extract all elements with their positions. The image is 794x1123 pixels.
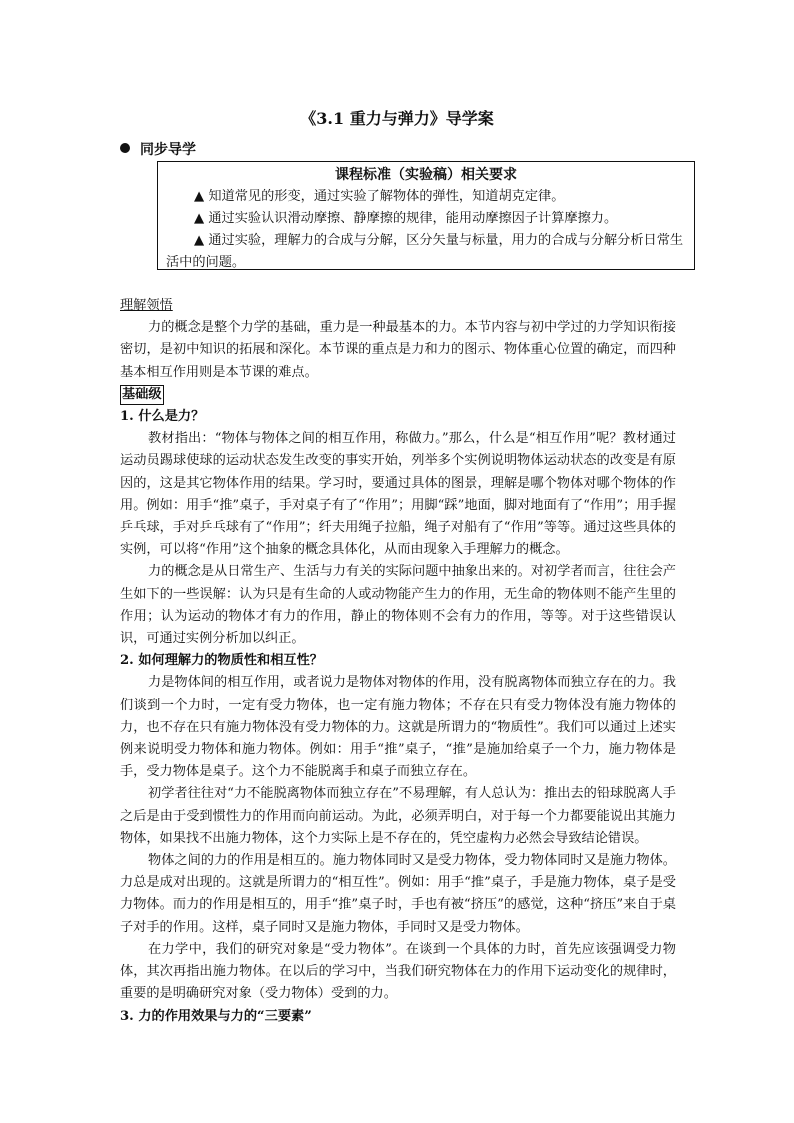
question-2-paragraph: 在力学中，我们的研究对象是“受力物体”。在谈到一个具体的力时，首先应该强调受力物体，其次再指出施力物体。在以后的学习中，当我们研究物体在力的作用下运动变化的规律时，重要的是明确研究对象（受力物体）受到的力。 — [120, 941, 676, 1002]
question-2-paragraph: 初学者往往对“力不能脱离物体而独立存在”不易理解，有人总认为：推出去的铅球脱离人手之后是由于受到惯性力的作用而向前运动。为此，必须弄明白，对于每一个力都要能说出其施力物体，如果找不出施力物体，这个力实际上是不存在的，凭空虚构力必然会导致结论错误。 — [120, 786, 676, 846]
standards-box — [157, 161, 695, 270]
standards-item: ▲ 通过实验，理解力的合成与分解，区分矢量与标量，用力的合成与分解分析日常生活中的问题。 — [166, 233, 684, 270]
question-2-paragraph: 力是物体间的相互作用，或者说力是物体对物体的作用，没有脱离物体而独立存在的力。我们谈到一个力时，一定有受力物体，也一定有施力物体；不存在只有受力物体没有施力物体的力，也不存在只有施力物体没有受力物体的力。这就是所谓力的“物质性”。我们可以通过上述实例来说明受力物体和施力物体。例如：用手“推”桌子，“推”是施加给桌子一个力，施力物体是手，受力物体是桌子。这个力不能脱离手和桌子而独立存在。 — [120, 675, 676, 780]
question-1-paragraph: 力的概念是从日常生产、生活与力有关的实际问题中抽象出来的。对初学者而言，往往会产生如下的一些误解：认为只是有生命的人或动物能产生力的作用，无生命的物体则不能产生里的作用；认为运动的物体才有力的作用，静止的物体则不会有力的作用，等等。对于这些错误认识，可通过实例分析加以纠正。 — [120, 564, 676, 647]
question-2-heading: 2. 如何理解力的物质性和相互性？ — [120, 653, 323, 669]
question-2-paragraph: 物体之间的力的作用是相互的。施力物体同时又是受力物体，受力物体同时又是施力物体。力总是成对出现的。这就是所谓力的“相互性”。例如：用手“推”桌子，手是施力物体，桌子是受力物体。而力的作用是相互的，用手“推”桌子时，手也有被“挤压”的感觉，这种“挤压”来自于桌子对手的作用。这样，桌子同时又是施力物体，手同时又是受力物体。 — [120, 853, 676, 935]
section-heading — [120, 139, 196, 159]
question-1-paragraph: 教材指出：“物体与物体之间的相互作用，称做力。”那么，什么是“相互作用”呢？教材通过运动员踢球使球的运动状态发生改变的事实开始，列举多个实例说明物体运动状态的改变是有原因的，这是其它物体作用的结果。学习时，要通过具体的图景，理解是哪个物体对哪个物体的作用。例如：用手“推”桌子，手对桌子有了“作用”；用脚“踩”地面，脚对地面有了“作用”；用手握乒乓球，手对乒乓球有了“作用”；纤夫用绳子拉船，绳子对船有了“作用”等等。通过这些具体的实例，可以将“作用”这个抽象的概念具体化，从而由现象入手理解力的概念。 — [120, 431, 676, 558]
page-title: 《3.1 重力与弹力》导学案 — [300, 109, 494, 128]
question-3-heading: 3. 力的作用效果与力的“三要素” — [120, 1008, 312, 1024]
main-content — [120, 295, 676, 1028]
standards-item: ▲ 知道常见的形变，通过实验了解物体的弹性，知道胡克定律。 — [194, 189, 565, 204]
understanding-paragraph: 力的概念是整个力学的基础，重力是一种最基本的力。本节内容与初中学过的力学知识衔接密切，是初中知识的拓展和深化。本节课的重点是力和力的图示、物体重心位置的确定，而四种基本相互作用则是本节课的难点。 — [120, 320, 676, 380]
standards-item: ▲ 通过实验认识滑动摩擦、静摩擦的规律，能用动摩擦因子计算摩擦力。 — [194, 211, 618, 226]
question-1-heading: 1. 什么是力？ — [120, 409, 205, 425]
understanding-heading: 理解领悟 — [120, 298, 173, 313]
basic-level-label: 基础级 — [120, 385, 164, 405]
standards-box-title: 课程标准（实验稿）相关要求 — [335, 167, 517, 183]
bullet-icon — [120, 143, 130, 153]
section-label: 同步导学 — [140, 142, 196, 158]
